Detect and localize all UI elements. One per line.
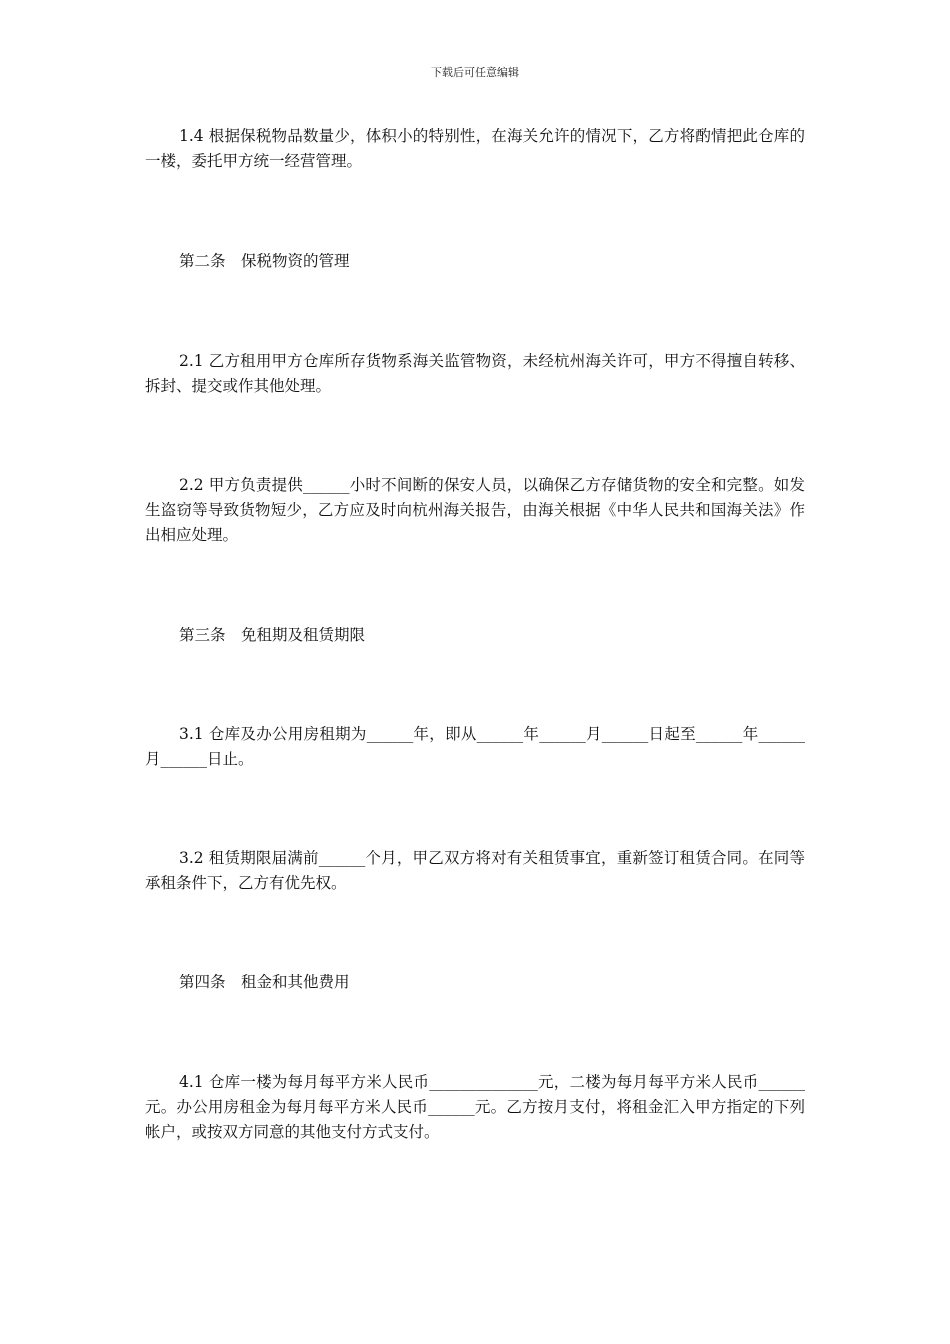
clause-1-4: 1.4 根据保税物品数量少，体积小的特别性，在海关允许的情况下，乙方将酌情把此仓库的一楼，委托甲方统一经营管理。 [145,127,805,170]
clause-2-1: 2.1 乙方租用甲方仓库所存货物系海关监管物资，未经杭州海关许可，甲方不得擅自转移、拆封、提交或作其他处理。 [145,352,805,395]
page-header: 下载后可任意编辑 [431,66,519,79]
clause-3-2: 3.2 租赁期限届满前______个月，甲乙双方将对有关租赁事宜，重新签订租赁合同。在同等承租条件下，乙方有优先权。 [145,849,805,892]
clause-2-2: 2.2 甲方负责提供______小时不间断的保安人员，以确保乙方存储货物的安全和完整。如发生盗窃等导致货物短少，乙方应及时向杭州海关报告，由海关根据《中华人民共和国海关法》作出相应处理。 [145,476,805,544]
article-4-heading: 第四条 租金和其他费用 [179,973,350,991]
article-2-heading: 第二条 保税物资的管理 [179,252,350,270]
clause-3-1: 3.1 仓库及办公用房租期为______年，即从______年______月______日起至______年______月______日止。 [145,725,805,768]
clause-4-1: 4.1 仓库一楼为每月每平方米人民币______________元，二楼为每月每平方米人民币______元。办公用房租金为每月每平方米人民币______元。乙方按月支付，将租金汇入甲方指定的下列帐户，或按双方同意的其他支付方式支付。 [145,1073,805,1141]
article-3-heading: 第三条 免租期及租赁期限 [179,626,366,644]
